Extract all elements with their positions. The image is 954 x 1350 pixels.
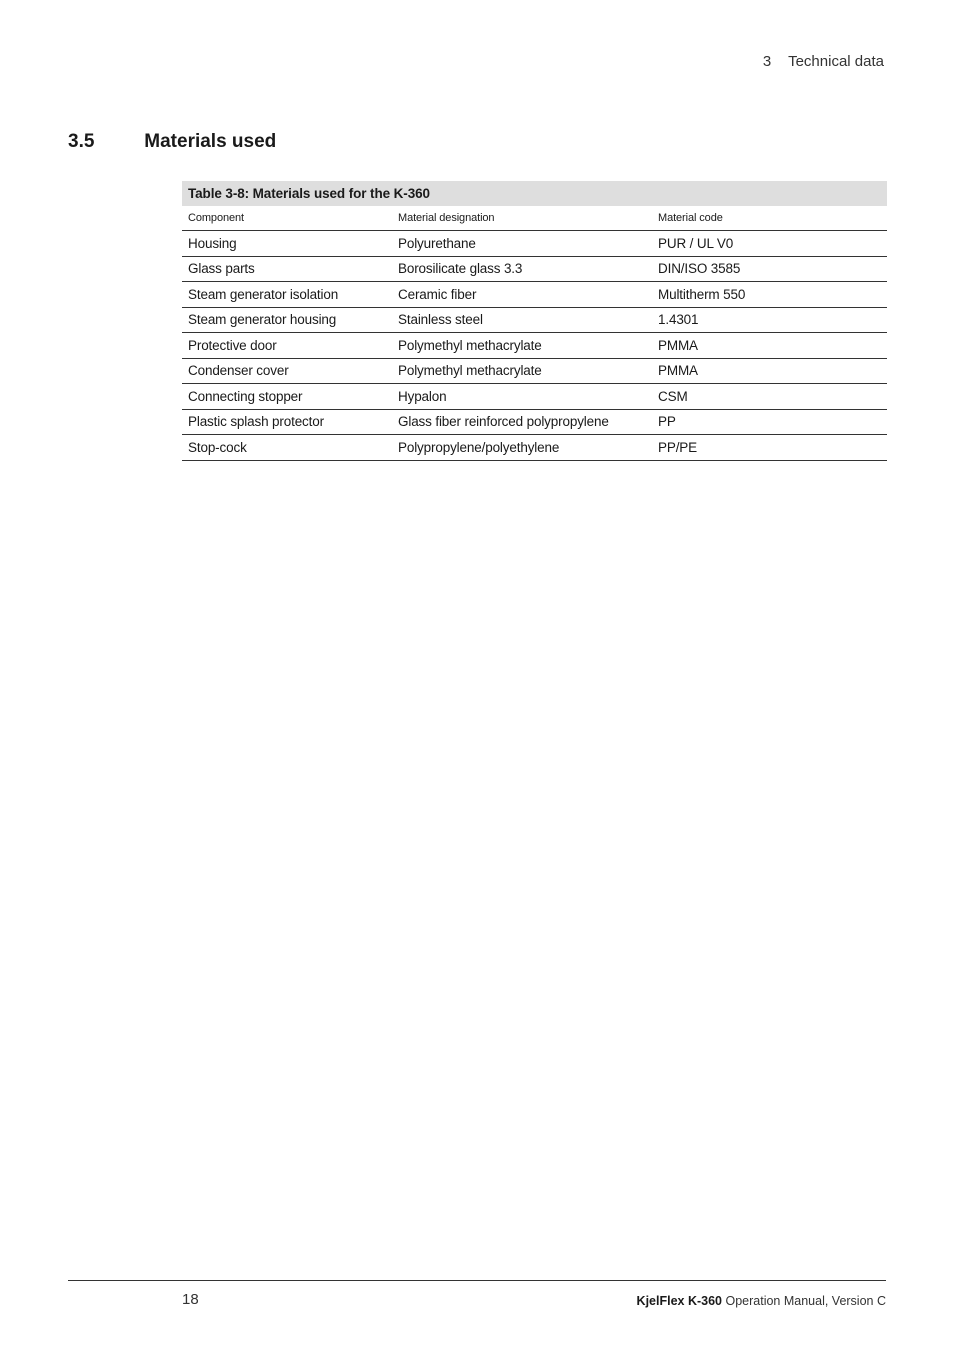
column-header-material-designation: Material designation xyxy=(392,206,652,231)
chapter-title: Technical data xyxy=(788,53,884,70)
table-row xyxy=(182,333,887,359)
footer-divider xyxy=(68,1280,886,1281)
cell-component: Steam generator isolation xyxy=(182,282,392,308)
cell-material-designation: Polyurethane xyxy=(392,231,652,257)
table-row xyxy=(182,358,887,384)
cell-component: Connecting stopper xyxy=(182,384,392,410)
table-row xyxy=(182,231,887,257)
cell-material-code: CSM xyxy=(652,384,887,410)
cell-material-code: 1.4301 xyxy=(652,307,887,333)
section-title: Materials used xyxy=(144,131,277,152)
cell-component: Steam generator housing xyxy=(182,307,392,333)
running-header xyxy=(763,53,884,70)
cell-material-code: PP/PE xyxy=(652,435,887,461)
manual-version: Operation Manual, Version C xyxy=(722,1294,886,1308)
footer-document-title xyxy=(637,1294,886,1308)
table-row xyxy=(182,256,887,282)
section-number: 3.5 xyxy=(68,131,95,152)
cell-material-code: DIN/ISO 3585 xyxy=(652,256,887,282)
cell-material-designation: Polymethyl methacrylate xyxy=(392,358,652,384)
cell-material-designation: Stainless steel xyxy=(392,307,652,333)
table-caption-row xyxy=(182,181,887,206)
cell-component: Condenser cover xyxy=(182,358,392,384)
column-header-component: Component xyxy=(182,206,392,231)
cell-component: Protective door xyxy=(182,333,392,359)
page-number: 18 xyxy=(182,1291,199,1308)
table-row xyxy=(182,384,887,410)
cell-component: Glass parts xyxy=(182,256,392,282)
cell-material-designation: Borosilicate glass 3.3 xyxy=(392,256,652,282)
table-row xyxy=(182,282,887,308)
cell-material-code: PP xyxy=(652,409,887,435)
table-row xyxy=(182,307,887,333)
cell-material-code: PUR / UL V0 xyxy=(652,231,887,257)
cell-component: Stop-cock xyxy=(182,435,392,461)
cell-material-code: PMMA xyxy=(652,358,887,384)
cell-component: Plastic splash protector xyxy=(182,409,392,435)
table-row xyxy=(182,435,887,461)
cell-material-designation: Hypalon xyxy=(392,384,652,410)
cell-material-designation: Glass fiber reinforced polypropylene xyxy=(392,409,652,435)
cell-component: Housing xyxy=(182,231,392,257)
cell-material-designation: Polypropylene/polyethylene xyxy=(392,435,652,461)
materials-table xyxy=(182,181,887,461)
table-caption: Table 3-8: Materials used for the K-360 xyxy=(182,181,887,206)
cell-material-designation: Polymethyl methacrylate xyxy=(392,333,652,359)
table-row xyxy=(182,409,887,435)
column-header-material-code: Material code xyxy=(652,206,887,231)
cell-material-code: Multitherm 550 xyxy=(652,282,887,308)
product-name: KjelFlex K-360 xyxy=(636,1294,723,1308)
cell-material-designation: Ceramic fiber xyxy=(392,282,652,308)
cell-material-code: PMMA xyxy=(652,333,887,359)
chapter-number: 3 xyxy=(762,53,772,70)
section-heading xyxy=(68,131,276,153)
table-header-row xyxy=(182,206,887,231)
